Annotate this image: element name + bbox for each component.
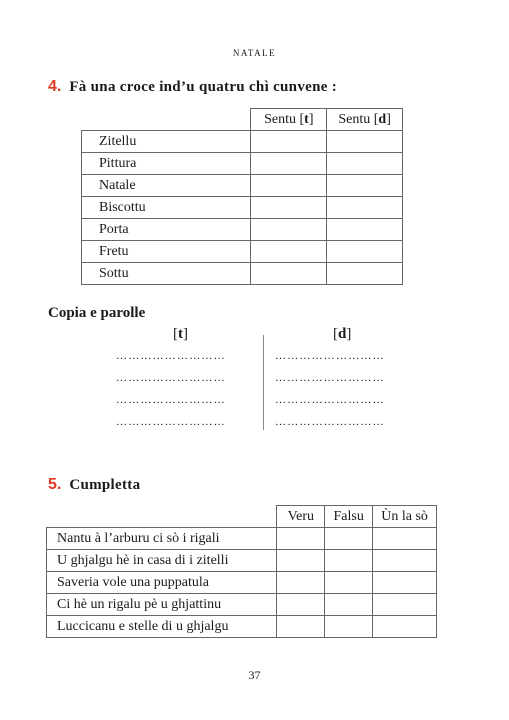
checkbox-cell-t[interactable] [251,153,327,175]
checkbox-cell-t[interactable] [251,219,327,241]
exercise-5-number: 5. [48,476,62,493]
copy-title: Copia e parolle [48,305,146,321]
copy-header-t [173,326,188,343]
answer-line-d-3[interactable]: ……………………… [275,394,385,406]
checkbox-cell-d[interactable] [327,153,403,175]
sentence-label: Luccicanu e stelle di u ghjalgu [47,616,277,638]
col-suffix: ] [308,111,314,127]
checkbox-cell-veru[interactable] [277,616,325,638]
exercise-5-instruction: Cumpletta [69,477,141,493]
sound-t: t [178,326,183,342]
checkbox-cell-t[interactable] [251,131,327,153]
sentence-label: Saveria vole una puppatula [47,572,277,594]
column-header-un-la-so: Ùn la sò [373,506,437,528]
copy-header-d [333,326,351,343]
header-blank [82,109,251,131]
exercise-4-table [81,108,403,285]
word-label: Natale [82,175,251,197]
header-blank [47,506,277,528]
column-header-sentu-t [251,109,327,131]
table-row [82,153,403,175]
table-row [82,131,403,153]
answer-line-d-1[interactable]: ……………………… [275,350,385,362]
word-label: Porta [82,219,251,241]
answer-line-d-4[interactable]: ……………………… [275,416,385,428]
checkbox-cell-d[interactable] [327,241,403,263]
checkbox-cell-falsu[interactable] [325,572,373,594]
word-label: Zitellu [82,131,251,153]
table-row [82,241,403,263]
checkbox-cell-veru[interactable] [277,528,325,550]
answer-line-t-4[interactable]: ……………………… [116,416,226,428]
checkbox-cell-un-la-so[interactable] [373,550,437,572]
checkbox-cell-d[interactable] [327,131,403,153]
word-label: Fretu [82,241,251,263]
checkbox-cell-falsu[interactable] [325,594,373,616]
sound-t: t [304,111,309,127]
table-row [47,572,437,594]
checkbox-cell-d[interactable] [327,175,403,197]
column-header-veru: Veru [277,506,325,528]
exercise-4-number: 4. [48,78,62,95]
table-row [47,528,437,550]
col-prefix: Sentu [ [264,111,305,127]
bracket: [ [173,326,178,342]
answer-line-t-3[interactable]: ……………………… [116,394,226,406]
checkbox-cell-falsu[interactable] [325,550,373,572]
checkbox-cell-falsu[interactable] [325,616,373,638]
table-row [47,616,437,638]
bracket: ] [346,326,352,342]
word-label: Biscottu [82,197,251,219]
sentence-label: U ghjalgu hè in casa di i zitelli [47,550,277,572]
checkbox-cell-d[interactable] [327,219,403,241]
checkbox-cell-un-la-so[interactable] [373,616,437,638]
checkbox-cell-d[interactable] [327,263,403,285]
checkbox-cell-d[interactable] [327,197,403,219]
checkbox-cell-t[interactable] [251,197,327,219]
bracket: ] [183,326,188,342]
checkbox-cell-un-la-so[interactable] [373,594,437,616]
table-row [82,219,403,241]
sentence-label: Nantu à l’arburu ci sò i rigali [47,528,277,550]
word-label: Sottu [82,263,251,285]
sentence-label: Ci hè un rigalu pè u ghjattinu [47,594,277,616]
bracket: [ [333,326,338,342]
checkbox-cell-t[interactable] [251,263,327,285]
checkbox-cell-t[interactable] [251,241,327,263]
checkbox-cell-falsu[interactable] [325,528,373,550]
word-label: Pittura [82,153,251,175]
copy-divider [263,335,264,430]
column-header-falsu: Falsu [325,506,373,528]
exercise-5-table [46,505,437,638]
checkbox-cell-un-la-so[interactable] [373,572,437,594]
checkbox-cell-un-la-so[interactable] [373,528,437,550]
sound-d: d [378,111,387,127]
answer-line-d-2[interactable]: ……………………… [275,372,385,384]
running-header: NATALE [232,48,277,58]
column-header-sentu-d [327,109,403,131]
exercise-5-title [48,476,140,494]
col-prefix: Sentu [ [338,111,379,127]
table-row [47,550,437,572]
sound-d: d [338,326,347,342]
exercise-4-instruction: Fà una croce ind’u quatru chì cunvene : [69,79,338,95]
answer-line-t-1[interactable]: ……………………… [116,350,226,362]
table-row [47,594,437,616]
exercise-4-title [48,78,337,96]
page-number: 37 [248,668,261,682]
answer-line-t-2[interactable]: ……………………… [116,372,226,384]
table-header-row [47,506,437,528]
checkbox-cell-t[interactable] [251,175,327,197]
checkbox-cell-veru[interactable] [277,572,325,594]
table-header-row [82,109,403,131]
checkbox-cell-veru[interactable] [277,550,325,572]
checkbox-cell-veru[interactable] [277,594,325,616]
col-suffix: ] [386,111,391,127]
table-row [82,263,403,285]
table-row [82,175,403,197]
table-row [82,197,403,219]
